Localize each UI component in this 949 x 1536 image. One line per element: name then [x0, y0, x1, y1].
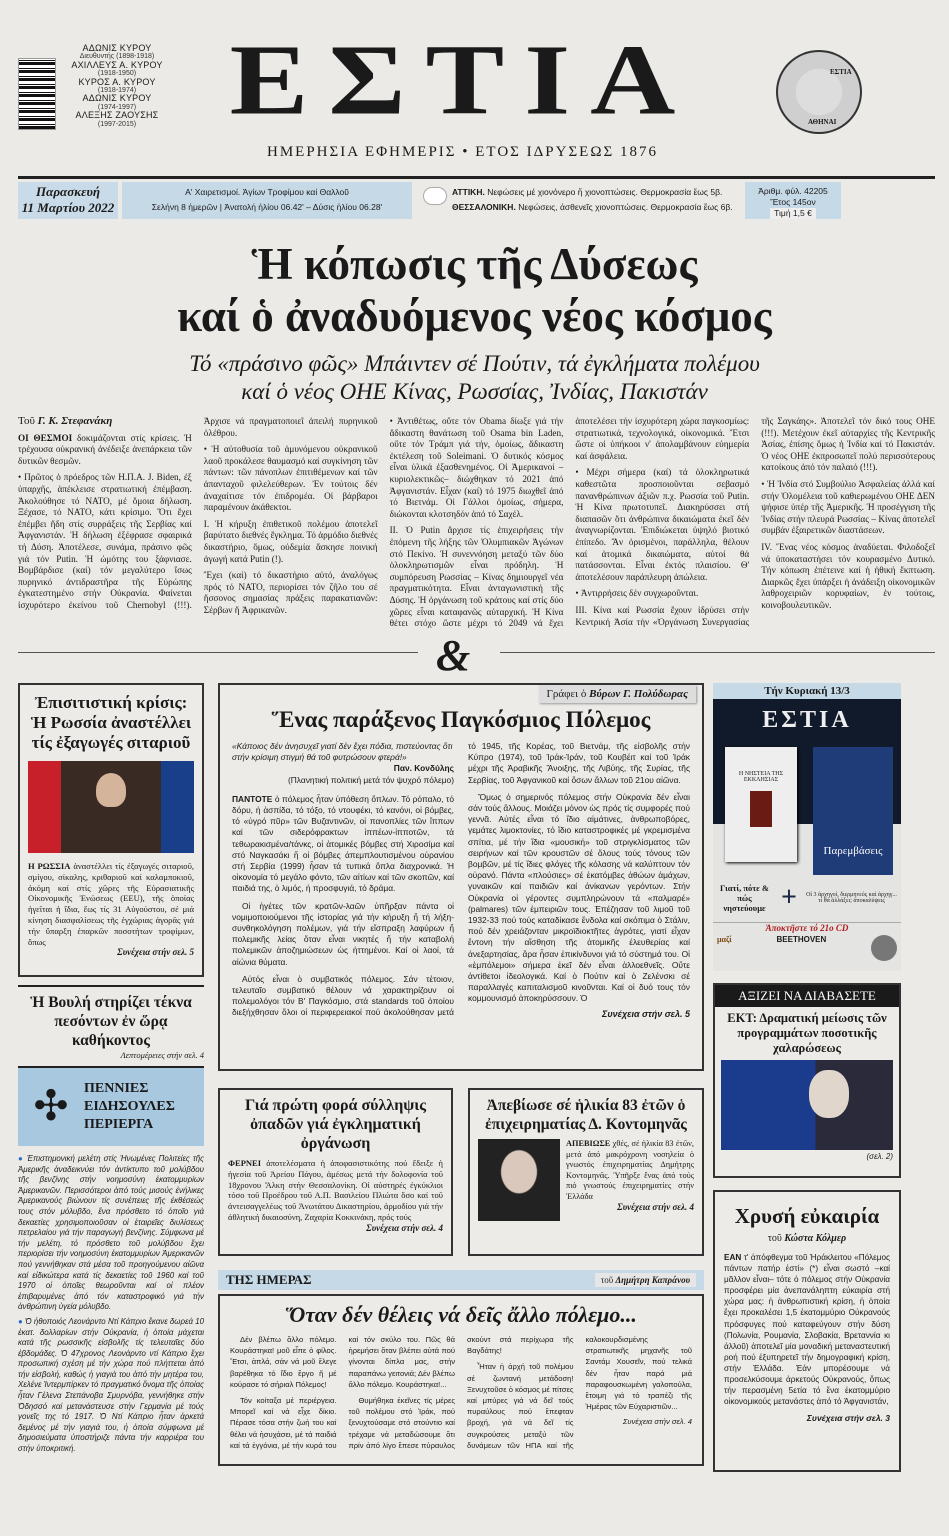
calendar-box — [122, 182, 412, 219]
day: Παρασκευή — [36, 184, 100, 199]
price: Τιμή 1,5 € — [770, 208, 816, 219]
tidbit-item: Ὁ ἠθοποιός Λεονάρντο Ντί Κάπριο ἔκανε δωρεά 10 ἑκατ. δολλαρίων στήν Οὐκρανία, ἡ ὁποία μάχεται κατά τῆς ρωσσικῆς εἰσβολῆς τίς τελευταῖες δύο ἑβδομάδες. Ὁ 47χρονος Λεονάρντο ντί Κάπριο ἔχει προσωπική σχέση μέ τήν χώρα πού πλήττεται ἀπό τήν εἰσβολή, καθώς ἡ γιαγιά του ἀπό τήν μητέρα του, Χελένε Ἰντερμπίρκεν τό πραγματικό ὄνομα τῆς ὁποίας ἦταν Γέλενα Στεπάνοβα Σμυρνόβα, γεννήθηκε στήν Ὀδησσό καί μετανάστευσε στήν Γερμανία μέ τούς γονεῖς της τό 1917. Ὁ Ντί Κάπριο ἦταν ἀρκετά δεμένος μέ τήν γιαγιά του, ἡ ὁποία σύμφωνα μέ δημοσιεύματα ὑποστήριζε πάντα τήν καρριέρα του στήν ὑποκριτική. — [18, 1316, 204, 1454]
cd-offer: Ἀποκτῆστε τό 21ο CD — [713, 922, 901, 933]
lead-article-body: Τοῦ Γ. Κ. Στεφανάκη ΟΙ ΘΕΣΜΟΙ δοκιμάζονται στίς κρίσεις. Ἡ τρέχουσα οὐκρανική ἀνέδειξε ἀνεπάρκεια τῶν δυτικῶν θεσμῶν. • Πρῶτος ὁ πρόεδρος τῶν Η.Π.Α. J. Biden, ἐξ ὑπαρχῆς, ἀπέκλεισε στρατιωτική ἐπέμβαση. Ἀκολούθησε τό ΝΑΤΟ, μέ ὅμοια δήλωση. Ξέχασε, τό ΝΑΤΟ, κάτι κρίσιμο. Ὅτι ἔχει ἐπέμβει ἤδη στίς συρράξεις τῆς Σερβίας καί Ἀφγανιστάν. Ἡ δήλωση ἐξέφρασε σφαιρικά τή Δύση. Ἀποτέλεσε, συνάμα, πράσινο φῶς γιά τόν Putin. Ἡ ὠμότης του ξάφνιασε. Βομβάρδισε (καί) τόν μεγαλύτερο ἴσως πυρηνικό ἀντιδραστῆρα τῆς Εὐρώπης ἐγκατεστημένο στήν Οὐκρανία. Φαίνεται ἰσχυρότερο ἐκείνου τοῦ Chernobyl (!!!). Ἀρχισε νά πραγματοποιεῖ ἀπειλή πυρηνικοῦ ὀλέθρου. • Ἡ αὐτοθυσία τοῦ ἀμυνόμενου οὐκρανικοῦ λαοῦ προκάλεσε θαυμασμό καί συγκίνηση τῶν πάντων: τῶν πάνοπλων ἐπιτιθέμενων καί τῶν ἁπανταχοῦ φιλελεύθερων. Ἐν τούτοις δέν ἀναχαίτισε τόν ἐπιδρομέα. Οἱ βάρβαροι παραμένουν ἀκάθεκτοι. Ι. Ἡ κήρυξη ἐπιθετικοῦ πολέμου ἀποτελεῖ βαρύτατο διεθνές ἔγκλημα. Τό ἁρμόδιο διεθνές δικαστήριο, ὅμως, οὐδεμία ἄσκησε ποινική ἀγωγή κατά Putin (!). Ἔχει (καί) τό δικαστήριο αὐτό, ἀναλόγως πρός τό ΝΑΤΟ, περιορίσει τόν ζῆλο του σέ ἥσσονος σημασίας πράξεις παρακατιανῶν: Σέρβων ἤ Ἀφρικανῶν. • Ἀντιθέτως, οὔτε τόν Obama δίωξε γιά τήν ἄδικαστη θανάτωση τοῦ Osama bin Laden, οὔτε τόν Τράμπ γιά τήν, ὁμοίως, ἄδικαστη ἐκτέλεση τοῦ Soleimani. Ὁ δυτικός κόσμος εἶναι ὑλικά ἐξασθενημένος. Οἱ Ἀμερικανοί –κυριολεκτικῶς– διώχθηκαν τό 2021 ἀπό Ἀφγανιστάν. Εἶχαν (καί) τό 1975 διωχθεῖ ἀπό τό Βιετνάμ. Οἱ Γάλλοι ὁμοίως, σήμερα, διώκονται κλοτσηδόν ἀπό τό Σαχέλ. ΙΙ. Ὁ Putin ἄρχισε τίς ἐπιχειρήσεις τήν ἐπόμενη τῆς λήξης τῶν Ὀλυμπιακῶν Ἀγώνων στό Πεκίνο. Ἡ συνεννόηση μεταξύ τῶν δύο ὁλοκληρωτισμῶν εἶναι πρόδηλη. Ἡ συμπόρευση Ρωσσίας – Κίνας δημιουργεῖ νέα πραγματικότητα. Εἶναι ἀνταγωνιστική τῆς Δύσης. Ἡ ὀργάνωση τοῦ κράτους καί στίς δύο χῶρες εἶναι καταφανῶς αὐταρχική. Ἡ Κίνα θέτει στόχο ὥστε μέχρι τό 2049 νά ἔχει ἀποτελέσει τήν ἰσχυρότερη χώρα παγκοσμίως: στρατιωτικά, τεχνολογικά, οἰκονομικά. Ἔτσι ὥστε οἱ ὑπήκοοι ν' ἀπολαμβάνουν εὐημερία καί ἀσφάλεια. • Μέχρι σήμερα (καί) τά ὁλοκληρωτικά καθεστῶτα προσποιοῦνται σεβασμό πανανθρώπινων ἀξιῶν π.χ. Ρωσσία τοῦ Putin. Ἡ Κίνα πρωτοτυπεῖ. Διακηρύσσει στή διαπασῶν ὅτι ἀνθρώπινα δικαιώματα ἐκεῖ δέν ἀναγνωρίζονται. Ἐπιδιώκεται ὑψηλό βιοτικό ἐπίπεδο. Ἄν ὁρισμένοι, παράλληλα, θέλουν καί ἀτομικά δικαιώματα, αὐτοί θά πατάσσονται. Εἶναι ἐκτός πλαισίου. Θ' ἀποτελέσουν παράπλευρη ἀπώλεια. • Ἀντιρρήσεις δέν συγχωροῦνται. ΙΙΙ. Κίνα καί Ρωσσία ἔχουν ἱδρύσει στήν Κεντρική Ἀσία τήν «Ὀργάνωση Συνεργασίας τῆς Σαγκάης». Ἀποτελεῖ τόν δικό τους ΟΗΕ (!!!). Μετέχουν ἐκεῖ αὐταρχίες τῆς Κεντρικῆς Ἀσίας, ἐπίσης ὅμως ἡ Ἰνδία καί τό Πακιστάν. Ὁ νέος ΟΗΕ ἐκπροσωπεῖ πολύ περισσότερους κατοίκους ἀπό τόν παλαιό (!!!). • Ἡ Ἰνδία στό Συμβούλιο Ἀσφαλείας ἀλλά καί στήν Ὁλομέλεια τοῦ καθιερωμένου ΟΗΕ ΔΕΝ ψήφισε ὑπέρ τῆς Ἀμερικῆς. Ἡ προσέγγιση τῆς Ἰνδίας στήν πλευρά Ρωσσίας – Κίνας ἀποτελεῖ συμβάν ἐξαιρετικῶν διαστάσεων. IV. Ἕνας νέος κόσμος ἀναδύεται. Φιλοδοξεῖ νά ὑποκαταστήσει τόν κουρασμένο Δυτικό. Τήν κόπωση ἐπέτεινε καί ἡ ἠθική ἔκπτωση. Διαρκῶς ἔχει ὑπάρξει ἡ ἀνάδειξη οἰκονομικῶν λαθροχειριῶν κορυφαίων, ἐν τούτοις, κοινοβουλευτικῶν. — [18, 416, 935, 629]
promo-header: Τήν Κυριακή 13/3 — [713, 683, 901, 699]
weather-text: Νεφώσεις μέ χιονόνερο ἤ χιονοπτώσεις. Θερμοκρασία ἕως 5β. — [487, 187, 723, 197]
tidbits-title: ΠΕΡΙΕΡΓΑ — [84, 1117, 154, 1132]
epigraph-quote: «Κάποιος δέν ἀνησυχεῖ γιατί δέν ἔχει πόδια, πιστεύοντας ὅτι στήν κρίσιμη στιγμή θά τοῦ φυτρώσουν φτερά!» — [232, 741, 453, 763]
parliament-article[interactable] — [18, 985, 204, 1068]
publisher-years: (1918-1950) — [97, 70, 137, 78]
lead-word: ΦΕΡΝΕΙ — [228, 1158, 262, 1168]
weather-region: ΑΤΤΙΚΗ. — [452, 187, 485, 197]
paragraph: Ι. Ἡ κήρυξη ἐπιθετικοῦ πολέμου ἀποτελεῖ βαρύτατο διεθνές ἔγκλημα. Τό ἁρμόδιο διεθνές δικαστήριο, ὅμως, οὐδεμία ἄσκησε ποινική ἀγωγή κατά Putin (!). — [203, 518, 378, 564]
continue-link[interactable]: Συνέχεια στήν σελ. 5 — [602, 1008, 690, 1019]
paragraph: Τόν κοίταξα μέ περιέργεια. Μπορεῖ καί νά εἶχε δίκιο. Πέρασε τόσα στήν ζωή του καί θέλει νά ἡσυχάσει, μέ τά παιδιά καί τά ἐγγόνια, μέ τήν κυρά του καί τόν σκύλο του. Πῶς θά ἠρεμήσει ὅταν βλέπει αὐτά πού γίνονται δίπλα μας, στήν παραπάνω γειτονιά; Δέν βλέπω ἄλλο πόλεμο. Κουράστηκα!... — [230, 1335, 455, 1450]
section-title: ΤΗΣ ΗΜΕΡΑΣ — [226, 1272, 312, 1287]
publisher-name: ΑΔΩΝΙΣ ΚΥΡΟΥ — [82, 93, 152, 104]
author: Γ. Κ. Στεφανάκη — [37, 416, 113, 427]
continue-link[interactable]: Συνέχεια στήν σελ. 5 — [117, 947, 194, 958]
food-crisis-article[interactable] — [18, 683, 204, 977]
paragraph: Δέν βλέπω ἄλλο πόλεμο. Κουράστηκα! μοῦ εἶπε ὁ φίλος. Ἔτσι, ἁπλά, σάν νά μοῦ ἔλεγε βαρέθηκα τό ἴδιο ἔργο ἤ μέ κούρασε τό σήριαλ Πόλεμος! — [230, 1335, 337, 1389]
issue-number: Ἀριθμ. φύλ. 42205 — [758, 186, 828, 196]
paragraph: Θυμήθηκα ἐκεῖνες τίς μέρες τοῦ πολέμου στό Ἰράκ, πού ξενυχτούσαμε στό στούντιο καί τρέχαμε νά μεταδώσουμε ὅτι πρίν ἀπό λίγο ἔπεσε πύραυλος σκούντ στά περίχωρα τῆς Βαγδάτης! — [348, 1335, 574, 1450]
publisher-name: ΑΔΩΝΙΣ ΚΥΡΟΥ — [82, 43, 152, 53]
promo-mazi: μαζί — [717, 935, 732, 944]
date: 11 Μαρτίου 2022 — [21, 200, 115, 215]
publisher-name: ΚΥΡΟΣ Α. ΚΥΡΟΥ — [78, 76, 156, 87]
author: Δημήτρη Καπράνου — [615, 1275, 690, 1285]
epigraph-source: (Πλανητική πολιτική μετά τόν ψυχρό πόλεμο) — [287, 774, 454, 785]
lagarde-photo — [721, 1060, 893, 1150]
article-text: ἀναστέλλει τίς ἐξαγωγές σιταριοῦ, σμίγου, σίκαλης, κριθαριοῦ καί καλαμποκιοῦ, ἀκόμη καί στίς χῶρες τῆς Εὐρασιατικῆς Οἰκονομικῆς Ἑνώσεως (EEU), τῆς ὁποίας ἡγεῖται ἡ ἴδια, ἕως τίς 31 Αὐγούστου, σέ μιά κίνηση διασφαλίσεως τῆς ἐγχώριας ἀγορᾶς γιά τήν ὕπαρξη ἐπαρκῶν ποσοτήτων τροφίμων, ὅπως — [28, 861, 194, 947]
masthead-rule — [18, 176, 935, 179]
issue-year: Ἔτος 145ον — [770, 197, 816, 207]
article-headline: Ἀπεβίωσε σέ ἡλικία 83 ἐτῶν ὁ ἐπιχειρηματίας Δ. Κοντομηνᾶς — [485, 1097, 687, 1133]
moon-sun: Σελήνη 8 ἡμερῶν | Ἀνατολή ἡλίου 06.42' – Δύσις ἡλίου 06.28' — [151, 202, 383, 212]
section-header: ΑΞΙΖΕΙ ΝΑ ΔΙΑΒΑΣΕΤΕ — [715, 985, 899, 1007]
tidbits-title: ΠΕΝΝΙΕΣ — [84, 1081, 149, 1096]
date-box — [18, 182, 118, 219]
paragraph: • Ἀντιθέτως, οὔτε τόν Obama δίωξε γιά τήν ἄδικαστη θανάτωση τοῦ Osama bin Laden, οὔτε τόν Τράμπ γιά τήν, ὁμοίως, ἄδικαστη ἐκτέλεση τοῦ Soleimani. Ὁ δυτικός κόσμος εἶναι ὑλικά ἐξασθενημένος. Οἱ Ἀμερικανοί –κυριολεκτικῶς– διώχθηκαν τό 2021 ἀπό Ἀφγανιστάν. Εἶχαν (καί) τό 1975 διωχθεῖ ἀπό τό Βιετνάμ. Οἱ Γάλλοι ὁμοίως, σήμερα, διώκονται κλοτσηδόν ἀπό τό Σαχέλ. — [389, 416, 564, 519]
bullet-icon: ● — [18, 1316, 23, 1326]
book-cover: Παρεμβάσεις — [813, 747, 893, 875]
paragraph: Ἦταν ἡ ἀρχή τοῦ πολέμου σέ ζωντανή μετάδοση! Ξενυχτοῦσε ὁ κόσμος μέ πίτσες καί μπύρες γιά νά δεῖ τούς πυραύλους πού ἔπεφταν βροχή, γιά νά δεῖ τίς συγκρούσεις μεταξύ τῶν δυνάμεων τῶν ΗΠΑ καί τῆς καλοκουρδισμένης στρατιωτικῆς μηχανῆς τοῦ Σαντάμ Χουσεΐν, πού τελικά δέν ἦταν παρά μιά παραφουσκωμένη γαλοπούλα, ἕτοιμη γιά τό τραπέζι τῆς Ἡμέρας τῶν Εὐχαριστιῶν... — [467, 1335, 692, 1450]
lead-word: Η ΡΩΣΣΙΑ — [28, 861, 71, 871]
paragraph: IV. Ἕνας νέος κόσμος ἀναδύεται. Φιλοδοξεῖ νά ὑποκαταστήσει τόν κουρασμένο Δυτικό. Τήν κόπωση ἐπέτεινε καί ἡ ἠθική ἔκπτωση. Διαρκῶς ἔχει ὑπάρξει ἡ ἀνάδειξη οἰκονομικῶν λαθροχειριῶν κορυφαίων, ἐν τούτοις, κοινοβουλευτικῶν. — [761, 541, 935, 610]
weather-text: Νεφώσεις, ἀσθενεῖς χιονοπτώσεις. Θερμοκρασία ἕως 6β. — [518, 202, 733, 212]
page-ref[interactable]: (σελ. 2) — [866, 1152, 893, 1161]
weather-box — [420, 182, 736, 219]
article-headline: Ἐπισιτιστική κρίσις: Ἡ Ρωσσία ἀναστέλλει τίς ἐξαγωγές σιταριοῦ — [30, 693, 192, 752]
lead-word: ΟΙ ΘΕΣΜΟΙ — [18, 432, 73, 443]
magazine-logo: ΕΣΤΙΑ — [762, 707, 852, 733]
putin-photo — [28, 761, 194, 853]
bullet-icon: ● — [18, 1154, 24, 1163]
article-headline: Γιά πρώτη φορά σύλληψις ὀπαδῶν γιά ἐγκληματική ὀργάνωση — [244, 1097, 426, 1152]
tidbits-list — [18, 1154, 204, 1455]
author: Βύρων Γ. Πολύδωρας — [589, 688, 688, 700]
paragraph: • Ἡ Ἰνδία στό Συμβούλιο Ἀσφαλείας ἀλλά καί στήν Ὁλομέλεια τοῦ καθιερωμένου ΟΗΕ ΔΕΝ ψήφισε ὑπέρ τῆς Ἀμερικῆς. Ἡ προσέγγιση τῆς Ἰνδίας στήν πλευρά Ρωσσίας – Κίνας ἀποτελεῖ συμβάν ἐξαιρετικῶν διαστάσεων. — [761, 478, 935, 536]
publisher-years: (1918-1974) — [97, 87, 137, 94]
hooligans-article[interactable]: Γιά πρώτη φορά σύλληψις ὀπαδῶν γιά ἐγκληματική ὀργάνωση ΦΕΡΝΕΙ ἀποτελέσματα ἡ ἀποφασιστικότης πού ἔδειξε ἡ ἡγεσία τοῦ Ἀρείου Πάγου, ἀμέσως μετά τήν δολοφονία τοῦ 18χρονου Ἄλκη στήν Θεσσαλονίκη. Οἱ αὐστηρές ἐγκύκλιοι τόσο τοῦ Προέδρου τοῦ Α.Π. Βασιλείου Πλιώτα ὅσο καί τοῦ ἀντεισαγγελέως τοῦ Ἀνωτάτου Δικαστηρίου, ἁρμοδίου γιά τήν ἀθλητική δικαιοσύνη, Ζαχαρία Κοκκινάκη, πρός τούς Συνέχεια στήν σελ. 4 — [218, 1088, 453, 1256]
promo-caption: Οἱ 3 ἀρχηγοί, διερμηνεύς καί ἀρχηγ... τί θά ἀλλάξει; ἀποκαλύψεις — [806, 892, 897, 904]
paragraph: • Ἀντιρρήσεις δέν συγχωροῦνται. — [575, 588, 699, 599]
article-headline: Χρυσή εὐκαιρία — [734, 1204, 880, 1228]
column-article[interactable] — [218, 1294, 704, 1466]
article-headline: Ἕνας παράξενος Παγκόσμιος Πόλεμος — [271, 707, 651, 732]
publisher-list — [62, 44, 172, 128]
paragraph: • Πρῶτος ὁ πρόεδρος τῶν Η.Π.Α. J. Biden, ἐξ ὑπαρχῆς, ἀπέκλεισε στρατιωτική ἐπέμβαση. Ἀκολούθησε τό ΝΑΤΟ, μέ ὅμοια δήλωση. Ξέχασε, τό ΝΑΤΟ, κάτι κρίσιμο. Ὅτι ἔχει ἐπέμβει ἤδη στίς συρράξεις τῆς Σερβίας καί Ἀφγανιστάν. Ἡ δήλωση ἐξέφρασε σφαιρικά τή Δύση. Ἀποτέλεσε, συνάμα, πράσινο φῶς γιά τόν Putin. Ἡ ὠμότης του ξάφνιασε. Βομβάρδισε (καί) τόν μεγαλύτερο ἴσως πυρηνικό ἀντιδραστῆρα τῆς Εὐρώπης ἐγκατεστημένο στήν Οὐκρανία. Φαίνεται ἰσχυρότερο ἐκείνου τοῦ Chernobyl (!!!). Ἀρχισε νά πραγματοποιεῖ ἀπειλή πυρηνικοῦ ὀλέθρου. — [18, 416, 378, 610]
war-article[interactable]: Γράφει ὁ Βύρων Γ. Πολύδωρας Ἕνας παράξενος Παγκόσμιος Πόλεμος «Κάποιος δέν ἀνησυχεῖ γιατί δέν ἔχει πόδια, πιστεύοντας ὅτι στήν κρίσιμη στιγμή θά τοῦ φυτρώσουν φτερά!» Παν. Κονδύλης (Πλανητική πολιτική μετά τόν ψυχρό πόλεμο) ΠΑΝΤΟΤΕ ὁ πόλεμος ἦταν ὑπόθεση ὅπλων. Τό ρόπαλο, τό δόρυ, ἡ ἀσπίδα, τό τόξο, τό ντουφέκι, τό κανόνι, οἱ βόμβες, τό «ὑγρό πῦρ» τῶν Βυζαντινῶν, οἱ πανοπλίες τῶν ἵππων καί τῶν σιδερόφρακτων ἱππέων-ἱπποτῶν, τά τεθωρακισμένα/τάνκς, οἱ ἀτομικές βόμβες στή Χιροσίμα καί στό Ναγκασάκι ἤ οἱ βόμβες ἀπεμπλουτισμένου οὐρανίου στή Σερβία (1999) ἦσαν τά τυπικά ὅπλα διαχρονικά. Ἡ οἰκονομία τό μεγάλο φόντο, τῶν αἰτίων καί τῶν σκοπῶν, καί παιδιά της, ὁ λιμός, ἡ προσφυγιά, τό δράμα. Οἱ ἡγέτες τῶν κρατῶν-λαῶν ὑπῆρξαν πάντα οἱ νομιμοποιούμενοι τῆς ἱστορίας γιά τήν κήρυξη ἤ τή λήξη-συνθηκολόγηση πολέμων, γιά τήν εἴσπραξη λαφύρων ἤ πολεμικῆς λείας ὅταν εἶναι νικητές ἤ τήν καταβολή πολεμικῶν ἀποζημιώσεων ὡς ἡττημένοι. Καί οἱ λαοί, τά αἰώνια θύματα. Αὐτός εἶναι ὁ συμβατικός πόλεμος. Σάν τέτοιον, τελευταῖο συμβατικό θέλουν νά χαρακτηρίζουν οἱ πολεμολόγοι τόν Β' Παγκόσμιο, στά standards τοῦ ὁποίου διεξήχθησαν ὅλοι οἱ περιφερειακοί πού ἀκολούθησαν μετά τό 1945, τῆς Κορέας, τοῦ Βιετνάμ, τῆς εἰσβολῆς στήν Κύπρο (1974), τοῦ Ἰράκ-Ἰράν, τοῦ Κουβέιτ καί τοῦ Ἰράκ μέχρι τῆς Ἀραβικῆς Ἄνοιξης, τῆς Λιβύης, τῆς Συρίας, τῆς Σερβίας, τοῦ Ἀφγανικοῦ καί ὅσων ἄλλων τοῦ 21ου αἰῶνα. Ὅμως ὁ σημερινός πόλεμος στήν Οὐκρανία δέν εἶναι σάν τούς ἄλλους. Μοιάζει μόνον ὡς πρός τίς συμφορές πού γεννᾶ. Αὐτές εἶναι τό ἴδιο αἱμάτινες, ἀνθρωποβόρες, γεμάτες λιμοκτονίες, τό ἴδιο καταστροφικές μέ γκρεμισμένα σπίτια, μέ τήν ἴδια «μουσική» τοῦ στριγκλίσματος τῶν σειρήνων καί τῶν κρουστῶν σέ ὅλους τούς τόνους τῶν βομβῶν, μέ τίς ἴδιες φλόγες τῆς κόλασης νά καλύπτουν τόν οὐρανό. Πάντα «πλούσιες» σέ ἑκατόμβες ἀθώων ἀμάχων, γυναικῶν καί παιδιῶν καί ἀνίκανων γερόντων. Στήν Οὐκρανία οἱ γέροντες συμπληρώνουν τά «παλμαρέ» (palmares) τῶν ἐμπειριῶν τους. Ἐπέζησαν τοῦ λιμοῦ τοῦ 1932-33 πού τούς καταδίκασε ἔνδολα καί σκόπιμα ὁ Στάλιν, πού δέν χρειάζονταν μικροϊδιοκτῆτες ἀγρότες, γιατί εἶχαν ἔντονη τήν αἴσθηση τῆς ἀτομικῆς ἐλευθερίας καί ἀνεξαρτησίας, ἄρα ἦσαν ἐπικίνδυνοι γιά τό σύστημά του. Οἱ «ἐμπόλεμοι» σήμερα ἐκεῖ δέν εἶναι ἀλλοεθνεῖς. Οὔτε ἀντίθετοι ἰδεολογικά. Καί ὁ Πούτιν καί ὁ Ζελένσκι σέ παραλλαγές καπιταλισμοῦ κινοῦνται. Καί οἱ δυό τους τόν κομμουνισμό ἀποκηρύσσουν. Ὁ Συνέχεια στήν σελ. 5 — [218, 683, 704, 1071]
tagline: ΗΜΕΡΗΣΙΑ ΕΦΗΜΕΡΙΣ • ΕΤΟΣ ΙΔΡΥΣΕΩΣ 1876 — [267, 144, 658, 160]
publisher-years: Διευθυντής (1898-1918) — [79, 53, 155, 61]
publisher-name: ΑΧΙΛΛΕΥΣ Α. ΚΥΡΟΥ — [71, 59, 163, 70]
tidbits-header — [18, 1068, 204, 1146]
continue-link[interactable]: Συνέχεια στήν σελ. 4 — [617, 1202, 694, 1212]
headline-line: Ἡ κόπωσις τῆς Δύσεως — [251, 239, 698, 289]
paragraph: Οἱ ἡγέτες τῶν κρατῶν-λαῶν ὑπῆρξαν πάντα οἱ νομιμοποιούμενοι τῆς ἱστορίας γιά τήν κήρυξη ἤ τή λήξη-συνθηκολόγηση πολέμων, γιά τήν εἴσπραξη λαφύρων ἤ πολεμικῆς λείας ὅταν εἶναι νικητές ἤ τήν καταβολή πολεμικῶν ἀποζημιώσεων ὡς ἡττημένοι. Καί οἱ λαοί, τά αἰώνια θύματα. — [232, 900, 454, 967]
article-headline: Ἡ Βουλή στηρίζει τέκνα πεσόντων ἐν ὥρᾳ καθήκοντος — [30, 994, 192, 1049]
ornament-icon: ✣ — [33, 1084, 69, 1130]
ampersand-ornament: & — [436, 631, 471, 680]
paragraph: • Ἡ αὐτοθυσία τοῦ ἀμυνόμενου οὐκρανικοῦ λαοῦ προκάλεσε θαυμασμό καί συγκίνηση τῶν πάντων: τῶν πάνοπλων ἐπιτιθέμενων καί τῶν ἁπανταχοῦ φιλελεύθερων. Ἐν τούτοις δέν ἀναχαίτισε τόν ἐπιδρομέα. Οἱ βάρβαροι παραμένουν ἀκάθεκτοι. — [203, 444, 378, 513]
publisher-years: (1974-1997) — [97, 103, 137, 111]
article-headline: ΕΚΤ: Δραματική μείωσις τῶν προγραμμάτων ποσοτικῆς χαλαρώσεως — [727, 1011, 887, 1055]
promo-caption: Γιατί, πότε & πώς νηστεύουμε — [720, 883, 769, 913]
continue-link[interactable]: Συνέχεια στήν σελ. 3 — [806, 1413, 890, 1424]
column-header: ΤΗΣ ΗΜΕΡΑΣ τοῦ Δημήτρη Καπράνου — [218, 1270, 704, 1290]
publisher-years: (1997-2015) — [97, 120, 137, 128]
byline: Γράφει ὁ Βύρων Γ. Πολύδωρας — [539, 685, 696, 703]
kontominas-photo — [478, 1139, 560, 1221]
newspaper-logo: ΕΣΤΙΑ — [229, 24, 696, 136]
lead-word: ΠΑΝΤΟΤΕ — [232, 793, 273, 804]
paragraph: ΙΙ. Ὁ Putin ἄρχισε τίς ἐπιχειρήσεις τήν ἐπόμενη τῆς λήξης τῶν Ὀλυμπιακῶν Ἀγώνων στό Πεκίνο. Ἡ συνεννόηση μεταξύ τῶν δύο ὁλοκληρωτισμῶν εἶναι πρόδηλη. Ἡ συμπόρευση Ρωσσίας – Κίνας δημιουργεῖ νέα πραγματικότητα. Εἶναι ἀνταγωνιστική τῆς Δύσης. Ἡ ὀργάνωση τοῦ κράτους καί στίς δύο χῶρες εἶναι καταφανῶς αὐταρχική. Ἡ Κίνα θέτει στόχο ὥστε μέχρι τό 2049 νά ἔχει ἀποτελέσει τήν ἰσχυρότερη χώρα παγκοσμίως: στρατιωτικά, τεχνολογικά, οἰκονομικά. Ἔτσι ὥστε οἱ ὑπήκοοι ν' ἀπολαμβάνουν εὐημερία καί ἀσφάλεια. — [389, 416, 750, 629]
book-cover: Η ΝΗΣΤΕΙΑ ΤΗΣ ΕΚΚΛΗΣΙΑΣ — [725, 747, 797, 862]
divider — [500, 652, 935, 653]
opportunity-article[interactable]: Χρυσή εὐκαιρία τοῦ Κώστα Κόλμερ ΕΑΝ τ' ἀπόφθεγμα τοῦ Ἡράκλειτου «Πόλεμος πάντων πατήρ ἐστί» (*) εἶναι σωστό –καί μᾶλλον εἶναι– τότε ὁ πόλεμος στήν Οὐκρανία προσφέρει μία ἀνεπανάληπτη εὐκαιρία στή χώρα μας: ἡ ἀνθρωπιστική κρίση, ἡ ὁποία ἔχει προκαλέσει 1,5 ἑκατομμύριο Οὐκρανούς πρόσφυγες πού καταφεύγουν στήν δύση (Πολωνία, Ρουμανία, Σλοβακία, Βρεταννία κι ἀλλοῦ) ἀποτελεῖ μία μοναδική μεταναστευτική ροή πού ἐξυπηρετεῖ τήν δημογραφική κρίση, στήν Ἑλλάδα. Ἐάν μπορέσουμε νά προσελκύσουμε ἀρκετούς Οὐκρανούς, ὅπως τήν περασμένη 5ετία τό ἕνα ἑκατομμύριο οἰκονομικούς μετανάστες ἀπό τό Ἀφγανιστάν, Συνέχεια στήν σελ. 3 — [713, 1190, 901, 1472]
epigraph-author: Παν. Κονδύλης — [393, 763, 454, 774]
subhead-line: καί ὁ νέος ΟΗΕ Κίνας, Ρωσσίας, Ἰνδίας, Πακιστάν — [241, 379, 708, 404]
lead-headline[interactable] — [60, 238, 889, 342]
obituary-article[interactable]: Ἀπεβίωσε σέ ἡλικία 83 ἐτῶν ὁ ἐπιχειρηματίας Δ. Κοντομηνᾶς ΑΠΕΒΙΩΣΕ χθές, σέ ἡλικία 83 ἐτῶν, μετά ἀπό μακρόχρονη νοσηλεία ὁ γνωστός ἐπιχειρηματίας Δημήτρης Κοντομηνᾶς. Ὑπῆρξε ἕνας ἀπό τούς πιό γνωστούς ἐπιχειρηματίες στήν Ἑλλάδα Συνέχεια στήν σελ. 4 — [468, 1088, 704, 1256]
lead-word: ΑΠΕΒΙΩΣΕ — [566, 1139, 611, 1148]
issue-box — [745, 182, 841, 219]
article-headline: Ὅταν δέν θέλεις νά δεῖς ἄλλο πόλεμο... — [285, 1302, 637, 1327]
headline-line: καί ὁ ἀναδυόμενος νέος κόσμος — [177, 291, 772, 341]
ecb-article[interactable] — [713, 983, 901, 1178]
author: Κώστα Κόλμερ — [784, 1233, 847, 1244]
tidbits-title: ΕΙΔΗΣΟΥΛΕΣ — [84, 1099, 175, 1114]
weather-region: ΘΕΣΣΑΛΟΝΙΚΗ. — [452, 202, 516, 212]
lead-subheadline — [60, 350, 889, 406]
barcode — [18, 58, 56, 130]
paragraph: Ἔχει (καί) τό δικαστήριο αὐτό, ἀναλόγως πρός τό ΝΑΤΟ, περιορίσει τόν ζῆλο του σέ ἥσσονος σημασίας πράξεις παρακατιανῶν: Σέρβων ἤ Ἀφρικανῶν. — [203, 570, 378, 615]
plus-icon: + — [781, 882, 797, 913]
lead-word: ΕΑΝ — [724, 1253, 742, 1262]
cd-disc — [871, 935, 897, 961]
byline: Τοῦ Γ. Κ. Στεφανάκη — [18, 416, 113, 427]
seal-text: ΑΘΗΝΑΙ — [808, 118, 837, 126]
divider — [18, 652, 418, 653]
cd-title: BEETHOVEN — [776, 935, 827, 944]
subhead-line: Τό «πράσινο φῶς» Μπάιντεν σέ Πούτιν, τά ἐγκλήματα πολέμου — [189, 351, 760, 376]
seal-logo — [776, 50, 862, 134]
publisher-name: ΑΛΕΞΗΣ ΖΑΟΥΣΗΣ — [75, 110, 159, 121]
paragraph: • Μέχρι σήμερα (καί) τά ὁλοκληρωτικά καθεστῶτα προσποιοῦνται σεβασμό πανανθρώπινων ἀξιῶν π.χ. Ρωσσία τοῦ Putin. Ἡ Κίνα πρωτοτυπεῖ. Διακηρύσσει στή διαπασῶν ὅτι ἀνθρώπινα δικαιώματα ἐκεῖ δέν ἀναγνωρίζονται. Ἐπιδιώκεται ὑψηλό βιοτικό ἐπίπεδο. Ἄν ὁρισμένοι, παράλληλα, θέλουν καί ἀτομικά δικαιώματα, αὐτοί θά πατάσσονται. Εἶναι ἐκτός πλαισίου. Θ' ἀποτελέσουν παράπλευρη ἀπώλεια. — [575, 467, 750, 582]
continue-link[interactable]: Συνέχεια στήν σελ. 4 — [622, 1417, 692, 1427]
tidbit-item: Ἐπιστημονική μελέτη στίς Ἡνωμένες Πολιτείες τῆς Ἀμερικῆς ἀναδεικνύει τόν ἀντίκτυπο τοῦ μολύβδου τῆς βενζίνης στήν νοημοσύνη ἑκατομμυρίων Ἀμερικανῶν. Περισσότεροι ἀπό τούς μισούς ἐνήλικες Ἀμερικανούς βιώνουν τίς συνέπειες τῆς ἐκθέσεώς τους στόν μόλυβδο, ἕνα πρόσθετο τό ὁποῖο γιά δεκαετίες χρησιμοποιοῦσαν οἱ ἑταιρεῖες διυλίσεως πετρελαίου γιά τήν παραγωγή βενζίνης. Σύμφωνα μέ τήν μελέτη, τό πρόσθετο τοῦ μολύβδου ἔχει περιορίσει τήν νοημοσύνη ἑκατομμυρίων Ἀμερικανῶν πού γεννήθηκαν στά μέσα τοῦ προηγούμενου αἰῶνα καί εἰδικώτερα κατά τίς δεκαετίες τοῦ 1960 καί τοῦ 1970 οἱ ὁποῖες θεωροῦνται καί οἱ πλέον ἐπιβαρυμένες ἀπό τόν καταστροφικό γιά τήν ἀνθρώπινη ὑγεία μόλυβδο. — [18, 1154, 204, 1312]
continue-link[interactable]: Συνέχεια στήν σελ. 4 — [366, 1222, 443, 1233]
paragraph: Αὐτός εἶναι ὁ συμβατικός πόλεμος. Σάν τέτοιον, τελευταῖο συμβατικό θέλουν νά χαρακτηρίζουν οἱ πολεμολόγοι τόν Β' Παγκόσμιο, στά standards τοῦ ὁποίου διεξήχθησαν ὅλοι οἱ περιφερειακοί πού ἀκολούθησαν μετά τό 1945, τῆς Κορέας, τοῦ Βιετνάμ, τῆς εἰσβολῆς στήν Κύπρο (1974), τοῦ Ἰράκ-Ἰράν, τοῦ Κουβέιτ καί τοῦ Ἰράκ μέχρι τῆς Ἀραβικῆς Ἄνοιξης, τῆς Λιβύης, τῆς Συρίας, τῆς Σερβίας, τοῦ Ἀφγανικοῦ καί ὅσων ἄλλων τοῦ 21ου αἰῶνα. — [232, 741, 690, 1018]
details-link[interactable]: Λεπτομέρειες στήν σελ. 4 — [120, 1050, 204, 1060]
cloud-icon — [424, 188, 446, 204]
paragraph: Ὅμως ὁ σημερινός πόλεμος στήν Οὐκρανία δέν εἶναι σάν τούς ἄλλους. Μοιάζει μόνον ὡς πρός τίς συμφορές πού γεννᾶ. Αὐτές εἶναι τό ἴδιο αἱμάτινες, ἀνθρωποβόρες, γεμάτες λιμοκτονίες, τό ἴδιο καταστροφικές μέ γκρεμισμένα σπίτια, μέ τήν ἴδια «μουσική» τοῦ στριγκλίσματος τῶν σειρήνων καί τῶν κρουστῶν σέ ὅλους τούς τόνους τῶν βομβῶν, μέ τίς ἴδιες φλόγες τῆς κόλασης νά καλύπτουν τόν οὐρανό. Πάντα «πλούσιες» σέ ἑκατόμβες ἀθώων ἀμάχων, γυναικῶν καί παιδιῶν καί ἀνίκανων γερόντων. Στήν Οὐκρανία οἱ γέροντες συμπληρώνουν τά «παλμαρέ» (palmares) τῶν ἐμπειριῶν τους. Ἐπέζησαν τοῦ λιμοῦ τοῦ 1932-33 πού τούς καταδίκασε ἔνδολα καί σκόπιμα ὁ Στάλιν, πού δέν χρειάζονταν μικροϊδιοκτῆτες ἀγρότες, γιατί εἶχαν ἔντονη τήν αἴσθηση τῆς ἀτομικῆς ἐλευθερίας καί ἀνεξαρτησίας, ἄρα ἦσαν ἐπικίνδυνοι γιά τό σύστημά του. Οἱ «ἐμπόλεμοι» σήμερα ἐκεῖ δέν εἶναι ἀλλοεθνεῖς. Οὔτε ἀντίθετοι ἰδεολογικά. Καί ὁ Πούτιν καί ὁ Ζελένσκι σέ παραλλαγές καπιταλισμοῦ κινοῦνται. Καί οἱ δυό τους τόν κομμουνισμό ἀποκηρύσσουν. Ὁ — [468, 791, 690, 1004]
seal-text: ΕΣΤΙΑ — [830, 68, 852, 76]
saints: Α' Χαιρετισμοί. Ἁγίων Τροφίμου καί Θαλλοῦ — [185, 187, 349, 197]
paragraph: ΙΙΙ. Κίνα καί Ρωσσία ἔχουν ἱδρύσει στήν Κεντρική Ἀσία τήν «Ὀργάνωση Συνεργασίας τῆς Σαγκάης». Ἀποτελεῖ τόν δικό τους ΟΗΕ (!!!). Μετέχουν ἐκεῖ αὐταρχίες τῆς Κεντρικῆς Ἀσίας, ἐπίσης ὅμως ἡ Ἰνδία καί τό Πακιστάν. Ὁ νέος ΟΗΕ ἐκπροσωπεῖ πολύ περισσότερους κατοίκους ἀπό τόν παλαιό (!!!). — [575, 416, 935, 627]
sunday-promo[interactable] — [713, 683, 901, 971]
